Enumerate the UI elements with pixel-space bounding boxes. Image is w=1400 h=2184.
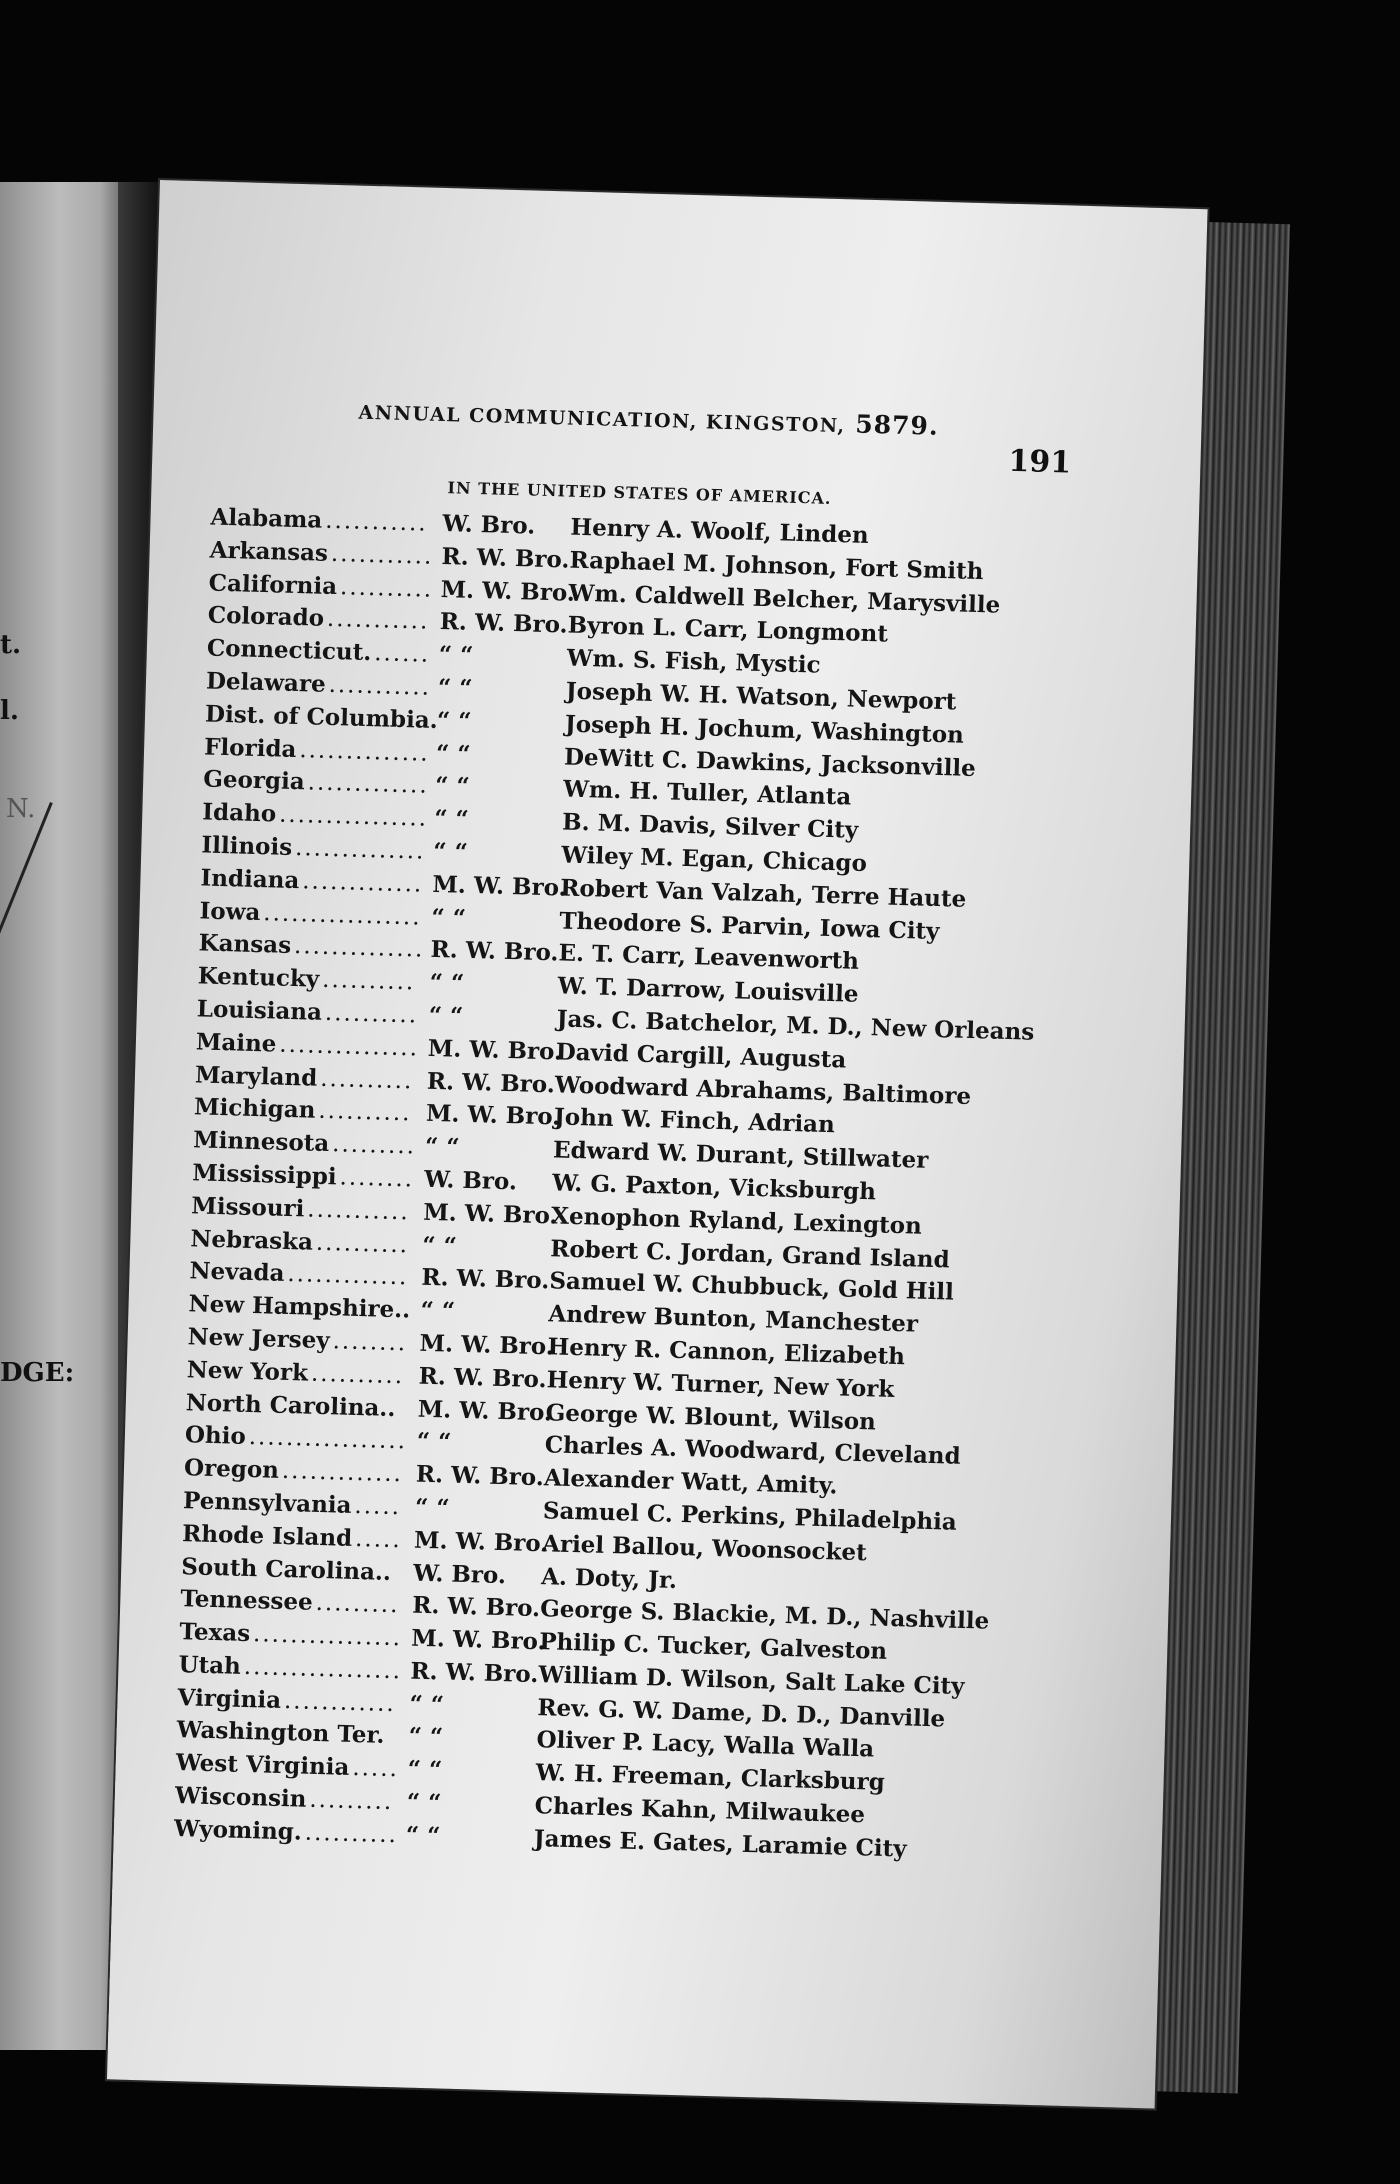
rank-title: “ “ (428, 1001, 464, 1030)
state-name (204, 733, 430, 766)
state-name (190, 1225, 409, 1258)
state-name (176, 1717, 384, 1750)
state-label: Colorado (207, 601, 325, 633)
rank-title: “ “ (433, 805, 470, 834)
dot-leader: .......... (318, 1098, 412, 1127)
representative-name: Theodore S. Parvin, Iowa City (559, 907, 940, 945)
representative-name: Robert C. Jordan, Grand Island (549, 1234, 951, 1273)
representative-name: Andrew Bunton, Manchester (548, 1300, 919, 1338)
representative-name: Alexander Watt, Amity. (543, 1464, 838, 1500)
rank-title: “ “ (431, 903, 467, 932)
state-name (180, 1585, 400, 1618)
representative-name: Joseph H. Jochum, Washington (564, 710, 965, 749)
representative-name: Byron L. Carr, Longmont (567, 611, 889, 648)
dot-leader: .......... (315, 1229, 410, 1258)
representative-name: Edward W. Durant, Stillwater (552, 1136, 929, 1174)
state-label: California (208, 569, 338, 600)
state-label: Maryland (194, 1060, 318, 1092)
representative-name: Philip C. Tucker, Galveston (538, 1628, 888, 1665)
state-label: Pennsylvania (182, 1487, 352, 1519)
rank-title: “ “ (436, 706, 472, 735)
representative-name: A. Doty, Jr. (540, 1562, 678, 1594)
representative-name: Wm. Caldwell Belcher, Marysville (568, 579, 1001, 619)
representative-name: Wm. H. Tuller, Atlanta (562, 775, 852, 811)
state-name (209, 536, 433, 569)
state-label: North Carolina.. (185, 1388, 396, 1422)
rank-title: “ “ (408, 1723, 444, 1751)
state-name (189, 1258, 409, 1291)
rank-title: R. W. Bro. (411, 1591, 541, 1623)
rank-title: “ “ (435, 739, 471, 768)
pen-mark (0, 802, 53, 1081)
state-name (196, 1028, 420, 1061)
rank-title: R. W. Bro. (426, 1067, 556, 1098)
state-name (207, 602, 429, 635)
rank-title: R. W. Bro. (415, 1460, 545, 1492)
state-name (191, 1192, 410, 1225)
rank-title: R. W. Bro. (418, 1362, 547, 1393)
rank-title: “ “ (437, 673, 473, 702)
rank-title: R. W. Bro. (441, 542, 570, 574)
dot-leader: ................. (248, 1424, 408, 1455)
dot-leader: ......... (331, 1131, 417, 1160)
state-label: Maine (195, 1028, 277, 1058)
rank-title: “ “ (434, 772, 471, 801)
rank-title: M. W. Bro. (411, 1624, 546, 1656)
state-name (177, 1684, 396, 1717)
dot-leader: .......... (319, 1065, 414, 1094)
state-label: Dist. of Columbia. (204, 700, 439, 734)
dot-leader: ..... (354, 1525, 403, 1553)
state-label: Virginia (177, 1683, 282, 1714)
state-name (207, 635, 431, 668)
state-name (175, 1782, 394, 1815)
representative-name: DeWitt C. Dawkins, Jacksonville (563, 743, 977, 782)
rank-title: “ “ (438, 641, 474, 670)
rank-title: M. W. Bro. (419, 1329, 555, 1361)
state-label: West Virginia (175, 1749, 350, 1782)
representative-name: Wiley M. Egan, Chicago (560, 841, 868, 877)
representative-name: W. T. Darrow, Louisville (557, 972, 859, 1008)
state-label: Arkansas (209, 536, 329, 567)
representative-name: Jas. C. Batchelor, M. D., New Orleans (556, 1005, 1035, 1046)
representative-name: Samuel W. Chubbuck, Gold Hill (549, 1267, 955, 1306)
representative-name: Henry A. Woolf, Linden (570, 513, 870, 549)
representative-name: Henry W. Turner, New York (546, 1365, 895, 1403)
dot-leader: ................. (263, 899, 422, 931)
state-name (199, 897, 422, 930)
representative-name: Henry R. Cannon, Elizabeth (547, 1333, 906, 1371)
dot-leader: ................ (252, 1621, 403, 1652)
state-name (208, 569, 433, 602)
state-label: Michigan (193, 1093, 316, 1125)
state-name (200, 864, 424, 897)
rank-title: W. Bro. (423, 1165, 518, 1196)
state-name (182, 1520, 402, 1553)
dot-leader: ............. (307, 769, 430, 800)
state-name (185, 1422, 408, 1455)
dot-leader: ........ (332, 1328, 408, 1357)
representative-name: Rev. G. W. Dame, D. D., Danville (537, 1693, 946, 1733)
state-label: Delaware (205, 667, 327, 698)
state-name (196, 995, 418, 1028)
representative-name: E. T. Carr, Leavenworth (558, 939, 860, 976)
state-label: Ohio (184, 1421, 247, 1451)
state-label: Indiana (200, 864, 300, 894)
representative-name: John W. Finch, Adrian (553, 1103, 836, 1139)
representative-name: Samuel C. Perkins, Philadelphia (542, 1497, 958, 1536)
representative-name: Woodward Abrahams, Baltimore (554, 1070, 972, 1110)
representative-name: Wm. S. Fish, Mystic (566, 644, 821, 679)
state-label: Louisiana (196, 995, 323, 1026)
state-label: Nebraska (190, 1224, 314, 1256)
representative-name: Xenophon Ryland, Lexington (550, 1202, 923, 1240)
state-name (186, 1356, 404, 1389)
rank-title: “ “ (432, 837, 469, 866)
representative-name: W. G. Paxton, Vicksburgh (551, 1169, 877, 1206)
state-name (202, 799, 428, 832)
state-name (179, 1618, 402, 1651)
dot-leader: .......... (324, 999, 419, 1029)
state-name (188, 1290, 410, 1323)
rank-title: “ “ (406, 1788, 442, 1817)
dot-leader: ............ (283, 1687, 397, 1717)
state-label: Alabama (210, 503, 323, 534)
representative-name: Oliver P. Lacy, Walla Walla (536, 1726, 875, 1764)
dot-leader: ........... (324, 507, 429, 537)
representative-name: David Cargill, Augusta (555, 1038, 847, 1074)
rank-title: “ “ (414, 1493, 450, 1522)
running-head-year: 5879. (854, 409, 940, 441)
state-label: Minnesota (192, 1126, 330, 1158)
state-label: Tennessee (180, 1585, 314, 1617)
dot-leader: ........ (339, 1164, 415, 1193)
left-page-text-fragment: N. (6, 794, 36, 824)
representative-name: Robert Van Valzah, Terre Haute (560, 874, 967, 913)
state-name (181, 1553, 391, 1586)
state-label: New Hampshire.. (188, 1290, 411, 1324)
dot-leader: ............. (301, 868, 424, 898)
state-name (205, 700, 438, 733)
dot-leader: ................. (243, 1653, 403, 1685)
state-name (198, 930, 424, 963)
state-name (178, 1651, 402, 1684)
state-label: New York (186, 1355, 309, 1387)
dot-leader: .......... (339, 573, 434, 603)
rank-title: R. W. Bro. (439, 608, 569, 639)
rank-title: “ “ (416, 1427, 452, 1456)
state-name (184, 1454, 404, 1487)
representative-name: James E. Gates, Laramie City (533, 1824, 907, 1863)
representative-name: W. H. Freeman, Clarksburg (535, 1759, 886, 1797)
state-label: South Carolina.. (180, 1552, 392, 1586)
rank-title: “ “ (407, 1755, 443, 1784)
dot-leader: ........... (326, 606, 430, 636)
rank-title: M. W. Bro. (425, 1100, 561, 1131)
rank-title: M. W. Bro. (440, 575, 576, 607)
left-page-text-fragment: l. (0, 696, 19, 726)
book-page (107, 180, 1208, 2109)
dot-leader: ........... (306, 1196, 411, 1226)
state-label: Kentucky (197, 962, 320, 993)
representative-name: Raphael M. Johnson, Fort Smith (569, 546, 984, 585)
state-label: Georgia (202, 765, 306, 796)
representative-name: George S. Blackie, M. D., Nashville (539, 1595, 990, 1636)
rank-title: W. Bro. (442, 510, 536, 540)
rank-title: M. W. Bro. (413, 1526, 549, 1558)
dot-leader: ............. (281, 1458, 404, 1488)
state-label: Florida (203, 733, 297, 763)
rank-title: “ “ (405, 1821, 441, 1850)
rank-title: M. W. Bro. (432, 870, 568, 902)
representative-name: Charles A. Woodward, Cleveland (544, 1431, 962, 1471)
state-label: Illinois (201, 831, 293, 861)
state-name (197, 963, 415, 996)
state-label: Missouri (191, 1192, 305, 1223)
state-label: Kansas (198, 929, 292, 960)
dot-leader: .......... (304, 1819, 399, 1849)
state-label: Rhode Island (181, 1519, 353, 1552)
dot-leader: ......... (309, 1786, 394, 1816)
representatives-list (173, 504, 1170, 1875)
rank-title: M. W. Bro. (422, 1198, 558, 1230)
state-name (201, 831, 426, 864)
rank-title: W. Bro. (412, 1559, 507, 1589)
state-label: Texas (179, 1618, 251, 1648)
state-name (206, 667, 432, 700)
representative-name: B. M. Davis, Silver City (561, 808, 859, 844)
state-label: New Jersey (187, 1323, 331, 1355)
rank-title: “ “ (409, 1690, 445, 1719)
state-label: Washington Ter. (176, 1716, 385, 1750)
dot-leader: .............. (299, 736, 431, 767)
state-label: Wyoming. (173, 1814, 303, 1846)
dot-leader: ................ (278, 801, 429, 832)
state-label: Utah (178, 1650, 242, 1680)
representative-name: William D. Wilson, Salt Lake City (538, 1661, 965, 1700)
rank-title: R. W. Bro. (430, 936, 559, 967)
left-page-text-fragment: t. (0, 630, 22, 660)
state-name (183, 1487, 402, 1520)
state-name (203, 766, 429, 799)
rank-title: R. W. Bro. (410, 1657, 539, 1689)
state-label: Nevada (189, 1257, 285, 1288)
running-head (358, 396, 1059, 445)
state-name (187, 1323, 407, 1356)
state-name (195, 1061, 414, 1094)
state-name (174, 1815, 399, 1848)
state-name (193, 1126, 417, 1159)
representative-name: Joseph W. H. Watson, Newport (565, 677, 957, 716)
state-label: Connecticut. (206, 634, 372, 667)
page-number: 191 (1007, 443, 1072, 481)
representative-name: Charles Kahn, Milwaukee (534, 1792, 866, 1829)
rank-title: M. W. Bro. (427, 1034, 563, 1066)
rank-title: R. W. Bro. (421, 1264, 550, 1295)
left-page-fragment (0, 182, 118, 2050)
state-label: Oregon (183, 1454, 280, 1484)
dot-leader: ..... (354, 1492, 402, 1521)
dot-leader: ...... (373, 640, 431, 668)
section-title: IN THE UNITED STATES OF AMERICA. (447, 478, 832, 508)
dot-leader: ........... (328, 671, 432, 701)
left-page-text-fragment: DGE: (0, 1358, 75, 1388)
state-label: Idaho (201, 798, 277, 828)
dot-leader: .......... (321, 967, 416, 996)
state-label: Wisconsin (174, 1782, 307, 1813)
dot-leader: ..... (352, 1755, 400, 1783)
state-name (186, 1389, 396, 1422)
rank-title: “ “ (421, 1231, 458, 1260)
state-label: Mississippi (191, 1159, 337, 1191)
state-label: Iowa (199, 896, 261, 926)
state-name (194, 1094, 412, 1127)
running-head-text: ANNUAL COMMUNICATION, KINGSTON, (358, 401, 846, 438)
representative-name: George W. Blount, Wilson (545, 1398, 877, 1435)
dot-leader: .............. (293, 933, 425, 964)
dot-leader: ............. (287, 1261, 409, 1291)
state-name (192, 1159, 415, 1192)
dot-leader: .......... (310, 1360, 405, 1389)
rank-title: M. W. Bro. (417, 1395, 553, 1426)
state-name (210, 504, 428, 537)
representative-name: Ariel Ballou, Woonsocket (541, 1529, 868, 1566)
dot-leader: ............... (279, 1031, 420, 1062)
rank-title: “ “ (420, 1296, 456, 1325)
state-name (175, 1749, 399, 1782)
rank-title: “ “ (424, 1132, 460, 1161)
rank-title: “ “ (429, 969, 465, 997)
dot-leader: ......... (315, 1590, 400, 1619)
dot-leader: .............. (294, 835, 426, 865)
dot-leader: ........... (330, 540, 434, 570)
